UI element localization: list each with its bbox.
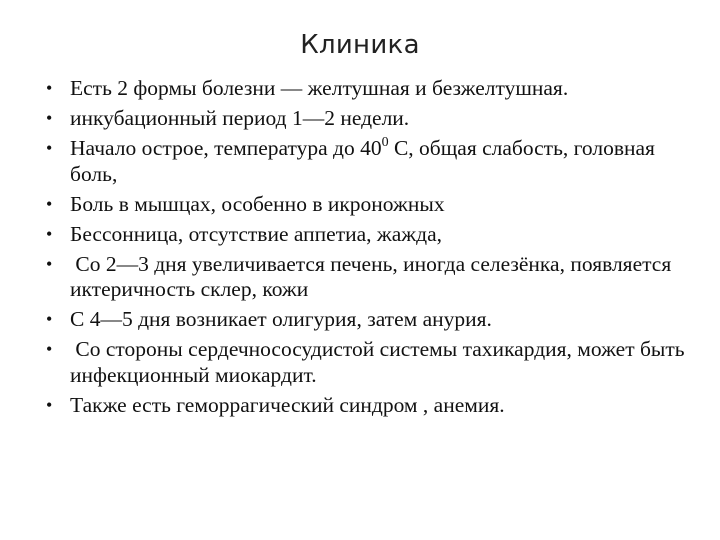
list-item	[46, 106, 696, 132]
bullet-icon: •	[46, 193, 53, 214]
list-item-text: Есть 2 формы болезни — желтушная и безжелтушная.	[70, 76, 569, 100]
bullet-icon: •	[46, 108, 53, 128]
bullet-icon: •	[46, 309, 53, 329]
list-item-text: Со 2—3 дня увеличивается печень, иногда селезёнка, появляется иктеричность склер, кожи	[70, 251, 677, 301]
list-item-text-start: Начало острое, температура до 40	[70, 136, 382, 160]
list-item-text-end: С, общая слабость, головная боль,	[70, 136, 661, 186]
list-item	[46, 136, 696, 187]
list-item-text: С 4—5 дня возникает олигурия, затем анурия.	[70, 307, 492, 331]
list-item	[46, 252, 696, 303]
list-item	[46, 76, 696, 102]
list-item	[46, 222, 696, 248]
bullet-icon: •	[46, 253, 53, 274]
bullet-icon: •	[46, 339, 53, 359]
slide-title: Клиника	[300, 30, 420, 60]
bullet-icon: •	[46, 138, 53, 158]
bullet-icon: •	[46, 223, 53, 244]
list-item-text: Боль в мышцах, особенно в икроножных	[70, 191, 445, 216]
bullet-icon: •	[46, 394, 53, 415]
list-item-text	[70, 136, 696, 187]
list-item	[46, 192, 696, 218]
list-item	[46, 307, 696, 333]
bullet-list	[46, 76, 696, 423]
list-item-text: Также есть геморрагический синдром , анемия.	[70, 392, 505, 417]
list-item-text: инкубационный период 1—2 недели.	[70, 106, 410, 130]
list-item-text: Бессонница, отсутствие аппетиа, жажда,	[70, 221, 442, 246]
list-item	[46, 337, 696, 388]
list-item-text: Со стороны сердечнососудистой системы тахикардия, может быть инфекционный миокардит.	[70, 337, 690, 387]
list-item	[46, 393, 696, 419]
degree-superscript: 0	[381, 135, 389, 150]
bullet-icon: •	[46, 78, 53, 98]
